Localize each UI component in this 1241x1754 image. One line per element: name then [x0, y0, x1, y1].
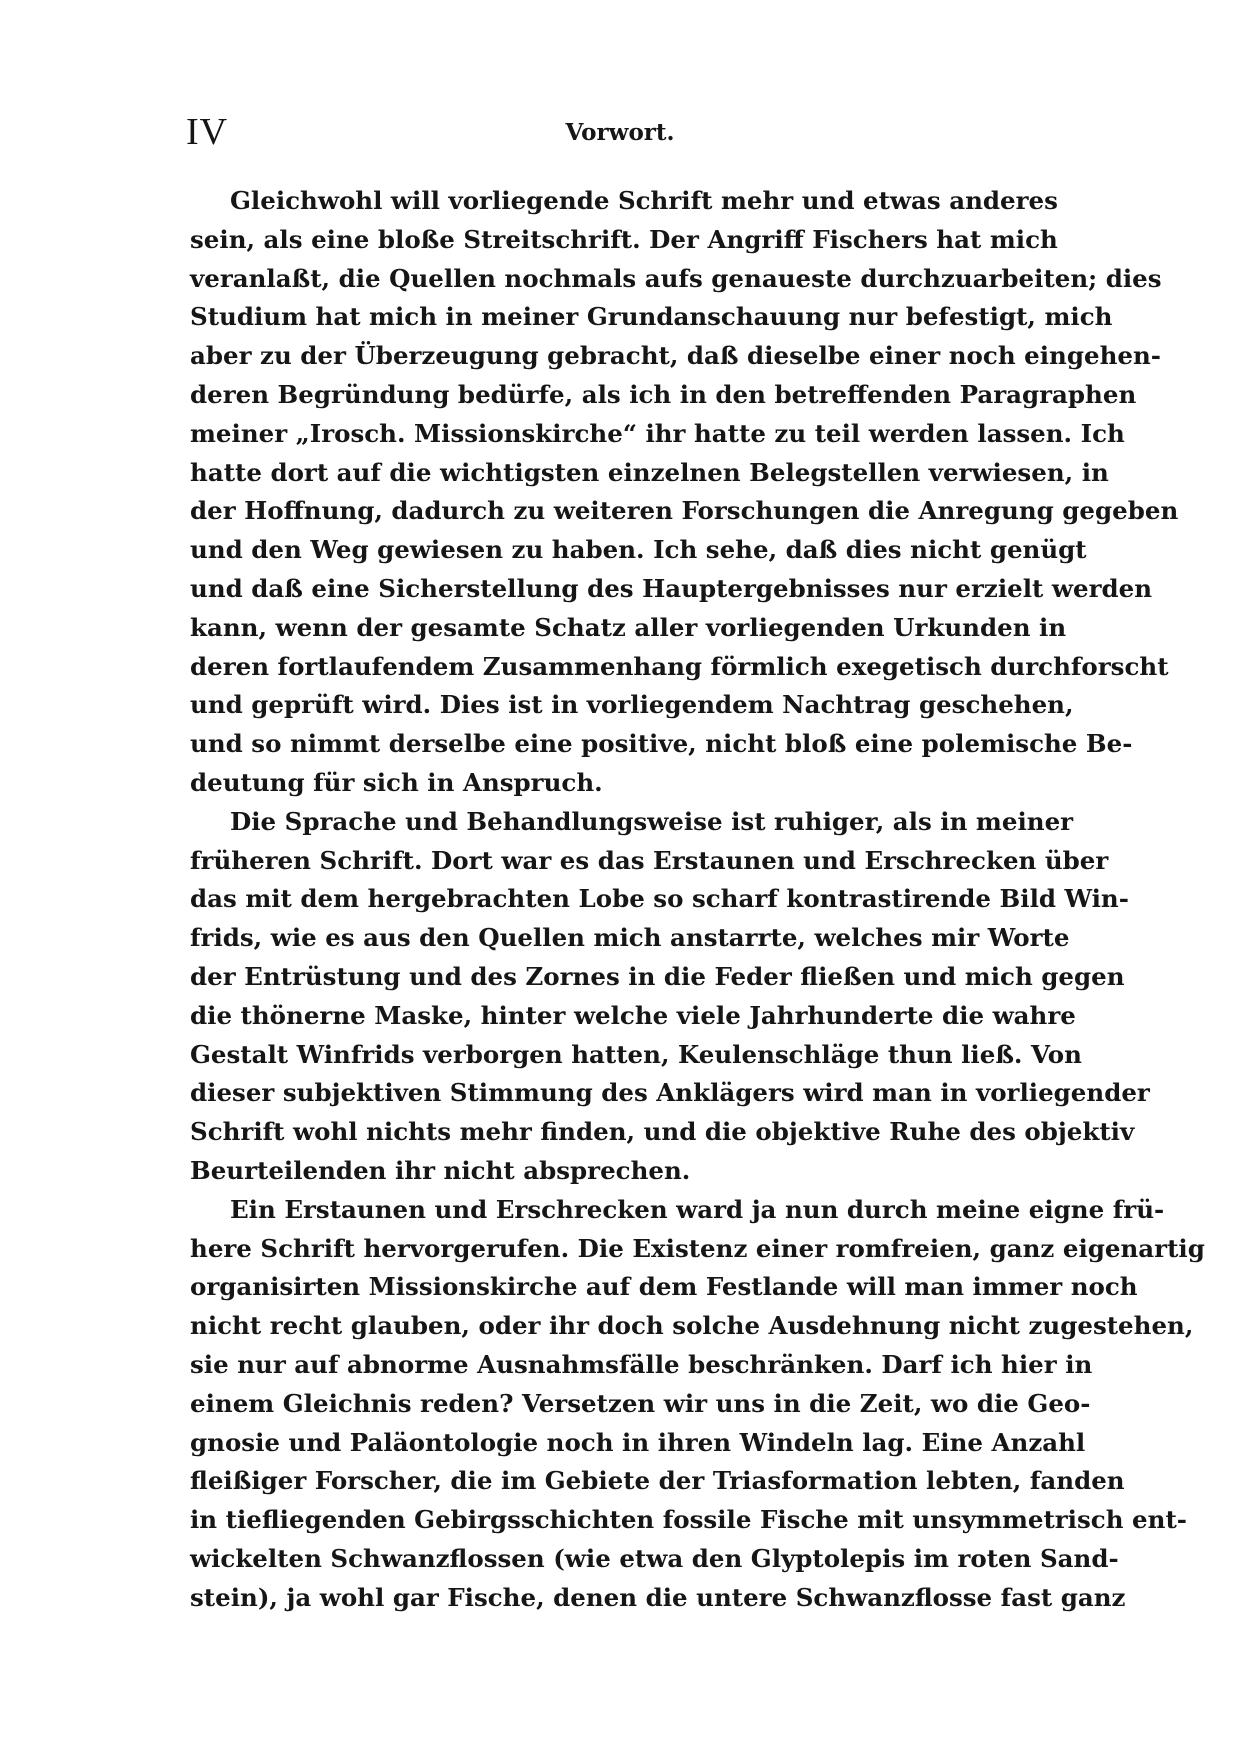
text-line: kann, wenn der gesamte Schatz aller vorliegenden Urkunden in — [190, 612, 1067, 642]
text-line: frids, wie es aus den Quellen mich anstarrte, welches mir Worte — [190, 923, 1070, 953]
text-line: Beurteilenden ihr nicht absprechen. — [190, 1155, 691, 1185]
text-line: hatte dort auf die wichtigsten einzelnen Belegstellen verwiesen, in — [190, 457, 1109, 487]
text-line: stein), ja wohl gar Fische, denen die untere Schwanzflosse fast ganz — [190, 1582, 1126, 1612]
text-line: here Schrift hervorgerufen. Die Existenz einer romfreien, ganz eigenartig — [190, 1233, 1205, 1263]
paragraph-3 — [190, 1191, 1205, 1618]
text-line: einem Gleichnis reden? Versetzen wir uns in die Zeit, wo die Geo- — [190, 1388, 1091, 1418]
text-line: gnosie und Paläontologie noch in ihren Windeln lag. Eine Anzahl — [190, 1427, 1086, 1457]
text-line: organisirten Missionskirche auf dem Festlande will man immer noch — [190, 1272, 1138, 1302]
text-line: und geprüft wird. Dies ist in vorliegendem Nachtrag geschehen, — [190, 690, 1074, 720]
text-line: der Entrüstung und des Zornes in die Feder fließen und mich gegen — [190, 961, 1125, 991]
text-line: wickelten Schwanzflossen (wie etwa den Glyptolepis im roten Sand- — [190, 1543, 1119, 1573]
text-line: das mit dem hergebrachten Lobe so scharf kontrastirende Bild Win- — [190, 884, 1129, 914]
text-line: in tiefliegenden Gebirgsschichten fossile Fische mit unsymmetrisch ent- — [190, 1505, 1187, 1535]
text-line: deutung für sich in Anspruch. — [190, 767, 603, 797]
text-line: Schrift wohl nichts mehr finden, und die objektive Ruhe des objektiv — [190, 1117, 1135, 1147]
text-line: deren Begründung bedürfe, als ich in den betreffenden Paragraphen — [190, 379, 1137, 409]
text-line: und daß eine Sicherstellung des Hauptergebnisses nur erzielt werden — [190, 573, 1153, 603]
text-line: und so nimmt derselbe eine positive, nicht bloß eine polemische Be- — [190, 729, 1133, 759]
text-line: deren fortlaufendem Zusammenhang förmlich exegetisch durchforscht — [190, 651, 1169, 681]
text-line: die thönerne Maske, hinter welche viele Jahrhunderte die wahre — [190, 1000, 1076, 1030]
text-line: der Hoffnung, dadurch zu weiteren Forschungen die Anregung gegeben — [190, 496, 1179, 526]
text-line: Ein Erstaunen und Erschrecken ward ja nun durch meine eigne frü- — [230, 1194, 1165, 1224]
text-line: dieser subjektiven Stimmung des Anklägers wird man in vorliegender — [190, 1078, 1150, 1108]
running-head: Vorwort. — [565, 119, 675, 146]
text-line: Gestalt Winfrids verborgen hatten, Keulenschläge thun ließ. Von — [190, 1039, 1082, 1069]
text-line: meiner „Irosch. Missionskirche“ ihr hatte zu teil werden lassen. Ich — [190, 418, 1125, 448]
text-line: Die Sprache und Behandlungsweise ist ruhiger, als in meiner — [230, 806, 1074, 836]
text-line: Gleichwohl will vorliegende Schrift mehr und etwas anderes — [230, 186, 1058, 215]
text-line: Studium hat mich in meiner Grundanschauung nur befestigt, mich — [190, 302, 1113, 332]
paragraph-2 — [190, 803, 1150, 1191]
text-line: sein, als eine bloße Streitschrift. Der Angriff Fischers hat mich — [190, 224, 1058, 254]
text-line: und den Weg gewiesen zu haben. Ich sehe, daß dies nicht genügt — [190, 535, 1087, 565]
text-line: fleißiger Forscher, die im Gebiete der Triasformation lebten, fanden — [190, 1466, 1125, 1496]
text-line: sie nur auf abnorme Ausnahmsfälle beschränken. Darf ich hier in — [190, 1349, 1093, 1379]
text-line: veranlaßt, die Quellen nochmals aufs genaueste durchzuarbeiten; dies — [190, 263, 1162, 293]
paragraph-1 — [190, 182, 1179, 803]
text-line: früheren Schrift. Dort war es das Erstaunen und Erschrecken über — [190, 845, 1109, 875]
text-line: nicht recht glauben, oder ihr doch solche Ausdehnung nicht zugestehen, — [190, 1311, 1194, 1341]
body-text — [190, 182, 1205, 1617]
page-number: IV — [186, 111, 229, 153]
text-line: aber zu der Überzeugung gebracht, daß dieselbe einer noch eingehen- — [190, 341, 1161, 371]
